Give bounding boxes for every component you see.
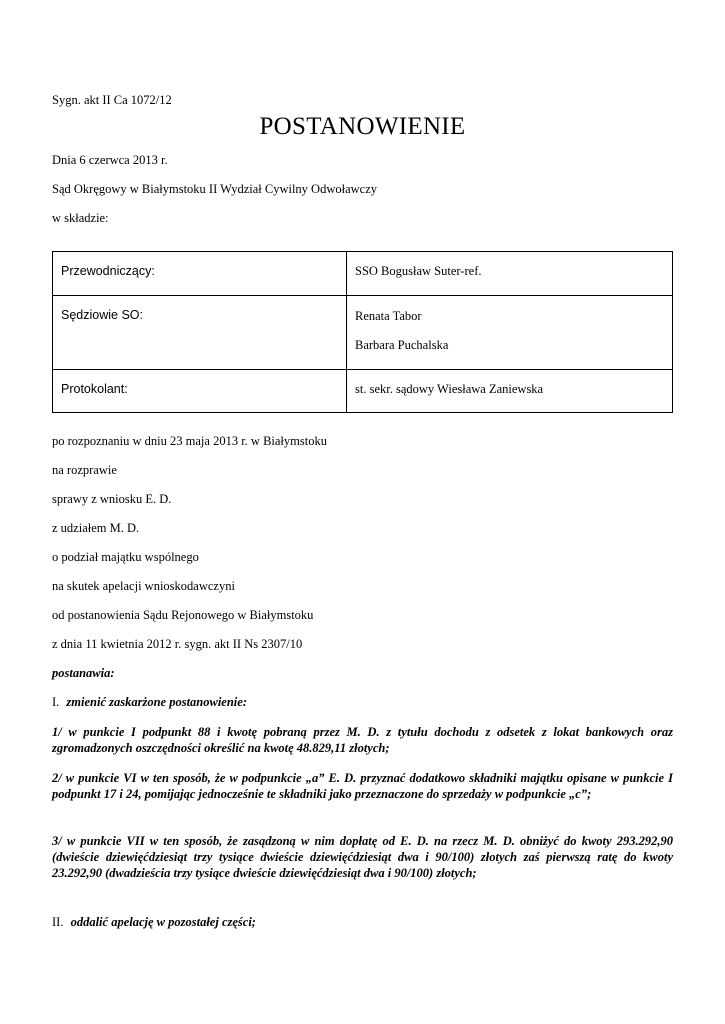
ruling-heading: postanawia: <box>52 666 115 680</box>
judges-list <box>347 296 673 370</box>
proceedings-line: od postanowienia Sądu Rejonowego w Białymstoku <box>52 608 314 622</box>
proceedings-line: po rozpoznaniu w dniu 23 maja 2013 r. w Białymstoku <box>52 434 327 448</box>
judges-label: Sędziowie SO: <box>53 296 347 370</box>
proceedings-line: na skutek apelacji wnioskodawczyni <box>52 579 235 593</box>
ruling-item-text: zmienić zaskarżone postanowienie: <box>66 695 247 709</box>
clerk-value: st. sekr. sądowy Wiesława Zaniewska <box>347 370 673 413</box>
document-title: POSTANOWIENIE <box>259 113 466 140</box>
ruling-item-1 <box>52 694 247 710</box>
clerk-label: Protokolant: <box>53 370 347 413</box>
presiding-label: Przewodniczący: <box>53 252 347 296</box>
ruling-subpoint-2: 2/ w punkcie VI w ten sposób, że w podpunkcie „a” E. D. przyznać dodatkowo składniki majątku opisane w punkcie I podpunkt 17 i 24, pomijając jednocześnie te składniki jako przeznaczone do sprzedaży w podpunkcie „c”; <box>52 771 673 801</box>
court-composition-table <box>52 251 673 413</box>
proceedings-line: na rozprawie <box>52 463 117 477</box>
proceedings-line: z dnia 11 kwietnia 2012 r. sygn. akt II Ns 2307/10 <box>52 637 303 651</box>
judges-row <box>53 296 673 370</box>
proceedings-line: z udziałem M. D. <box>52 521 140 535</box>
ruling-item-number: II. <box>52 915 64 929</box>
ruling-subpoint-3: 3/ w punkcie VII w ten sposób, że zasądzoną w nim dopłatę od E. D. na rzecz M. D. obniżyć do kwoty 293.292,90 (dwieście dziewięćdziesiąt trzy tysiące dwieście dziewięćdziesiąt dwa i 90/100) złotych zaś pierwszą ratę do kwoty 23.292,90 (dwadzieścia trzy tysiące dwieście dziewięćdziesiąt dwa i 90/100) złotych; <box>52 834 673 880</box>
ruling-subpoint-1: 1/ w punkcie I podpunkt 88 i kwotę pobraną przez M. D. z tytułu dochodu z odsetek z lokat bankowych oraz zgromadzonych oszczędności określić na kwotę 48.829,11 złotych; <box>52 725 673 755</box>
clerk-row <box>53 370 673 413</box>
ruling-item-text: oddalić apelację w pozostałej części; <box>70 915 256 929</box>
case-number: Sygn. akt II Ca 1072/12 <box>52 93 172 107</box>
ruling-item-2 <box>52 914 256 930</box>
composition-intro: w składzie: <box>52 211 109 225</box>
judge-name: Barbara Puchalska <box>355 338 449 352</box>
ruling-item-number: I. <box>52 695 60 709</box>
presiding-value: SSO Bogusław Suter-ref. <box>347 252 673 296</box>
court-name: Sąd Okręgowy w Białymstoku II Wydział Cywilny Odwoławczy <box>52 182 378 196</box>
judge-name: Renata Tabor <box>355 309 422 323</box>
document-date: Dnia 6 czerwca 2013 r. <box>52 153 168 167</box>
proceedings-line: o podział majątku wspólnego <box>52 550 199 564</box>
proceedings-line: sprawy z wniosku E. D. <box>52 492 172 506</box>
presiding-row <box>53 252 673 296</box>
